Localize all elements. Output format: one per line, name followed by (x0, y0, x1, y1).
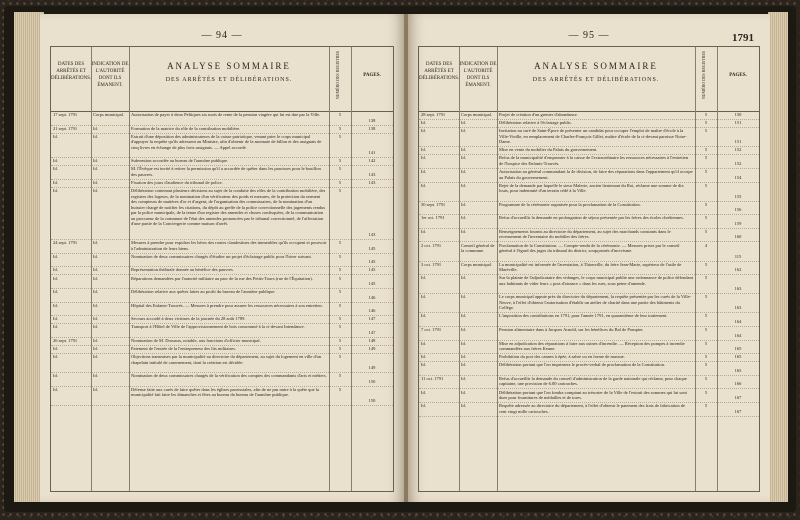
row-analysis: Subvention accordée au bureau de l'aumône publique. (131, 158, 229, 164)
row-page: 163 (734, 305, 742, 311)
row-register-number: 5 (704, 389, 708, 395)
row-register-number: 5 (338, 166, 342, 172)
row-register-number: 5 (338, 125, 342, 131)
row-analysis: La municipalité est informée de l'arrestation, à Thionville, du frère Jean-Marie, supérieur de l'asile de Maréville. (499, 261, 682, 273)
row-authority: Id. (93, 158, 98, 164)
register-row (419, 127, 759, 147)
row-page: 148 (368, 338, 376, 344)
row-analysis: Requête adressée au directoire du département, à l'effet d'obtenir le paiement des frais de fabrication de cent vingt mille cartouches. (499, 403, 685, 414)
row-authority: Id. (93, 324, 98, 330)
row-date: Id. (421, 228, 426, 234)
row-date: Id. (53, 373, 58, 379)
row-authority: Id. (461, 354, 466, 360)
row-analysis: Programme de la cérémonie organisée pour la proclamation de la Constitution. (499, 201, 641, 207)
row-analysis: Projet de création d'un grenier d'abondance. (499, 112, 578, 117)
row-date: Id. (421, 403, 426, 409)
row-analysis: Réparations demandées par l'autorité militaire au parc de la rue des Petits-Tours (rue de l'Équitation). (131, 275, 313, 281)
row-register-number: 5 (704, 155, 708, 161)
row-register-number: 5 (704, 294, 708, 300)
row-authority: Id. (93, 166, 98, 172)
row-date: Id. (53, 316, 58, 322)
register-row (419, 201, 759, 216)
row-authority: Id. (461, 155, 466, 161)
row-date: Id. (421, 182, 426, 188)
row-register-number: 5 (704, 128, 708, 134)
row-register-number: 5 (338, 275, 342, 281)
row-page: 154 (734, 174, 742, 180)
row-register-number: 5 (704, 354, 708, 360)
row-register-number: 5 (704, 112, 708, 117)
row-authority: Corps municipal. (461, 261, 492, 267)
row-date: 28 sept. 1791 (421, 112, 446, 117)
row-date: Id. (421, 147, 426, 153)
register-row (51, 111, 393, 126)
row-register-number: 5 (338, 180, 342, 185)
row-register-number: 5 (338, 158, 342, 164)
row-date: Id. (421, 120, 426, 126)
row-register-number: 5 (704, 375, 708, 381)
row-register-number: 5 (338, 188, 342, 194)
row-page: 155 (734, 193, 742, 199)
row-analysis: Extrait d'une déposition des administrateurs de la caisse patriotique, venant prier le corps municipal d'appuyer la requête qu'ils adressent au Ministre, afin d'obtenir de la monnaie de billon et des assignats de cinq livres en échange de plus forts assignats. — Appel accordé. (131, 133, 322, 150)
row-date: Id. (53, 386, 58, 392)
register-row (419, 375, 759, 390)
left-table-header (51, 47, 393, 112)
row-analysis: M. l'Évêque est invité à retirer la permission qu'il a accordée de quêter dans les paroisses pour le bouillon des pauvres. (131, 166, 321, 177)
row-analysis: Fixation des jours d'audience du tribunal de police. (131, 180, 223, 185)
row-authority: Id. (93, 188, 98, 194)
register-row (51, 302, 393, 317)
row-date: Id. (53, 133, 58, 139)
row-date: Id. (421, 340, 426, 346)
row-analysis: Refus d'accueillir la demande en prolongation de séjour présentée par les frères des écoles chrétiennes. (499, 215, 684, 221)
row-page: 151 (734, 139, 742, 145)
row-authority: Id. (461, 389, 466, 395)
row-date: Id. (53, 253, 58, 259)
register-row (419, 154, 759, 169)
row-analysis: Renseignements fournis au directoire du département, au sujet des marchands constants dans le recensement de l'inventaire du mobilier des frères. (499, 228, 671, 240)
register-row (51, 386, 393, 406)
right-table-header (419, 47, 759, 112)
row-register-number: 5 (338, 324, 342, 330)
row-analysis: Délibération relative à l'éclairage public. (499, 120, 573, 126)
row-analysis: Transport à l'Hôtel de Ville de l'approvisionnement de bois consommé à la ci-devant Intendance. (131, 324, 305, 330)
col-header-authority: INDICATION DE L'AUTORITÉ DONT ILS ÉMANENT. (91, 47, 130, 111)
row-register-number: 5 (338, 302, 342, 308)
row-date: Id. (421, 275, 426, 281)
row-analysis: Défense faite aux curés de faire quêter dans les églises paroissiales, afin de ne pas nuire à la quête que la municipalité fait faire les dimanches et fêtes au bureau du bureau de l'aumône publique. (131, 386, 320, 398)
register-row (51, 165, 393, 180)
row-analysis: Sur la plainte de l'adjudicataire des vidanges, le corps municipal publie une ordonnance de police défendant aux habitants de vider leurs « pots d'aisance » dans les rues, sous peine d'amende. (499, 275, 693, 286)
register-row (51, 253, 393, 268)
row-page: 145 (368, 259, 376, 265)
row-date: Id. (53, 324, 58, 330)
row-authority: Id. (93, 354, 98, 360)
row-date: Id. (421, 169, 426, 174)
row-register-number: 5 (704, 261, 708, 267)
register-row (419, 326, 759, 341)
row-register-number: 5 (704, 275, 708, 281)
row-register-number: 5 (338, 240, 342, 246)
row-analysis: Proclamation de la Constitution. — Compte-rendu de la cérémonie. — Mesures prises par le conseil général à l'égard des juges du tribunal du district, soupçonnés d'incivisme. (499, 242, 680, 253)
row-page: 159 (734, 220, 742, 226)
row-date: Id. (421, 294, 426, 300)
row-authority: Id. (93, 302, 98, 308)
left-table-rows (51, 111, 393, 491)
right-table-rows (419, 111, 759, 491)
row-date: Id. (53, 180, 58, 185)
row-authority: Id. (461, 201, 466, 207)
row-analysis: Nomination de deux commissaires chargés d'étudier un projet d'éclairage public pour l'hiver suivant. (131, 253, 312, 259)
row-date: 26 sept. 1791 (53, 338, 78, 343)
row-page: 152 (734, 160, 742, 166)
row-analysis: Formation de la matrice du rôle de la contribution mobilière. (131, 125, 241, 131)
left-page (40, 14, 404, 502)
register-row (51, 372, 393, 387)
page-year: 1791 (732, 32, 754, 44)
row-date: 3 oct. 1791 (421, 261, 442, 267)
row-authority: Id. (461, 362, 466, 368)
register-row (419, 168, 759, 183)
row-page: 164 (734, 332, 742, 338)
row-analysis: Prohibition du port des cannes à épée, à sabre ou en forme de massue. (499, 354, 625, 360)
row-authority: Id. (93, 240, 98, 246)
row-analysis: Objections transmises par la municipalité au directoire du département, au sujet du logement en ville d'un chapelain intitulé de casernement, dont la création est décidée. (131, 354, 322, 365)
row-register-number: 5 (704, 228, 708, 234)
row-page: 156 (734, 207, 742, 213)
row-page: 141 (368, 150, 376, 156)
row-analysis: Secours accordé à deux victimes de la journée du 28 août 1789. (131, 316, 246, 322)
row-analysis: Refus d'accueillir la demande du conseil d'administration de la garde nationale qui réclame, pour chaque capitaine, une provision de 6.00 cartouches. (499, 375, 687, 387)
row-date: Id. (53, 289, 58, 295)
row-register-number: 5 (338, 133, 342, 139)
row-authority: Id. (461, 327, 466, 332)
row-authority: Id. (93, 373, 98, 379)
row-register-number: 5 (704, 327, 708, 332)
row-date: Id. (53, 275, 58, 281)
left-page-number: — 94 — (201, 30, 243, 41)
row-register-number: 5 (704, 340, 708, 346)
row-authority: Id. (461, 375, 466, 381)
row-authority: Id. (461, 275, 466, 281)
row-register-number: 5 (338, 373, 342, 379)
register-row (51, 187, 393, 240)
row-date: Id. (421, 128, 426, 134)
row-page: 150 (734, 112, 742, 118)
row-analysis: Invitation au curé de Saint-Épvre de présenter un candidat pour occuper l'emploi de maître d'école à la Ville-Vieille, en remplacement de Charles-François Gillet, maître d'école de la ci-devant paroisse Notre-Dame. (499, 128, 687, 145)
col-header-analysis: ANALYSE SOMMAIRE DES ARRÊTÉS ET DÉLIBÉRATIONS. (497, 47, 696, 111)
row-authority: Id. (461, 403, 466, 409)
row-page: 143 (368, 171, 376, 177)
right-page (408, 14, 770, 502)
row-register-number: 5 (704, 147, 708, 153)
right-register-table (418, 46, 760, 492)
row-register-number: 5 (704, 169, 708, 174)
row-page: 142 (368, 158, 376, 164)
row-authority: Id. (93, 275, 98, 281)
row-authority: Id. (461, 340, 466, 346)
col-header-register-number: NUMÉRO DES REGISTRES (329, 47, 352, 111)
row-analysis: Délibération portant que l'on fondra comptant au trésorier de la Ville de l'extrait des sommes qui lui sont dues pour fournitures de médailles et de tores. (499, 389, 687, 400)
register-row (419, 402, 759, 417)
row-page: 162 (734, 267, 742, 273)
row-page: 138 (368, 125, 376, 131)
right-page-number: — 95 — (568, 30, 610, 41)
row-date: 1er oct. 1791 (421, 215, 445, 221)
row-analysis: Délibération portant que l'on imprimera le procès-verbal de proclamation de la Constitution. (499, 362, 666, 368)
register-row (419, 182, 759, 202)
row-analysis: Autorisation au général commandant la 4e division, de faire des réparations dans l'appartement qu'il occupe au Palais du gouvernement. (499, 169, 693, 180)
row-page: 145 (368, 267, 376, 273)
register-row (51, 239, 393, 254)
col-header-pages: PAGES. (363, 73, 381, 78)
row-register-number: 5 (338, 354, 342, 360)
row-analysis: L'imposition des contributions en 1791, pour l'année 1791, en quarantième de leur traitement. (499, 313, 668, 319)
row-register-number: 5 (338, 316, 342, 322)
row-page: 149 (368, 346, 376, 352)
row-register-number: 5 (338, 267, 342, 273)
row-authority: Id. (461, 313, 466, 319)
register-row (419, 340, 759, 355)
row-register-number: 5 (338, 289, 342, 295)
row-analysis: Pension alimentaire dans à Jacques Arnold, sur les bénéfices du Bal de Pompier. (499, 327, 644, 332)
row-page: 145 (368, 281, 376, 287)
register-row (419, 274, 759, 294)
row-analysis: Mise en vente du mobilier du Palais du gouvernement. (499, 147, 598, 153)
row-authority: Id. (461, 228, 466, 234)
row-page: 165 (734, 367, 742, 373)
row-analysis: Représentation théâtrale donnée au bénéfice des pauvres. (131, 267, 234, 273)
row-date: Id. (53, 188, 58, 194)
register-row (419, 228, 759, 243)
row-page: 151 (734, 120, 742, 126)
row-date: Id. (421, 313, 426, 319)
row-date: 17 sept. 1791 (53, 112, 78, 117)
row-register-number: 5 (704, 201, 708, 207)
row-page: 166 (734, 381, 742, 387)
row-page: 143 (368, 232, 376, 238)
row-date: Id. (53, 354, 58, 360)
row-register-number: 5 (338, 253, 342, 259)
row-date: 2 oct. 1791 (421, 242, 442, 248)
row-authority: Id. (461, 215, 466, 221)
row-page: 149 (368, 365, 376, 371)
row-authority: Id. (461, 169, 466, 174)
row-page: 138 (368, 117, 376, 123)
row-analysis: Refus de la municipalité d'emprunter à la caisse de l'extraordinaire les ressources nécessaires à l'entretien de l'hospice des Enfants-Trouvés. (499, 155, 689, 166)
register-row (51, 323, 393, 338)
row-page: 160 (734, 234, 742, 240)
row-analysis: Délibération relative aux quêtes faites au profit du bureau de l'aumône publique. (131, 289, 276, 295)
row-register-number: 5 (338, 386, 342, 392)
row-analysis: Délibération contenant plusieurs décisions au sujet de la conduite des rôles de la contribution mobilière, des registres des logeurs, de la nomination d'un vérificateur des poids et mesures, de la protection du serment des compteurs de matières d'or et d'argent, de l'organisation des commissaires, de la nomination d'un huissier chargé de notifier les citations, du dépôt au greffe de la police correctionnelle des jugements rendus par la police municipale, de la tenue d'un registre des amendes et choses confisquées, de la communication au procureur de la commune de l'état des amendes prononcées par le tribunal correctionnel, de l'affectation d'une partie de la Conciergerie comme maison d'arrêt. (131, 188, 326, 227)
row-authority: Id. (93, 338, 98, 343)
row-page: 150 (368, 378, 376, 384)
row-authority: Id. (461, 120, 466, 126)
left-register-table (50, 46, 394, 492)
row-register-number: 4 (704, 242, 708, 248)
register-row (419, 312, 759, 327)
row-authority: Id. (93, 125, 98, 131)
row-authority: Id. (93, 253, 98, 259)
row-register-number: 5 (704, 403, 708, 409)
col-header-analysis: ANALYSE SOMMAIRE DES ARRÊTÉS ET DÉLIBÉRATIONS. (129, 47, 330, 111)
row-analysis: Autorisation de payer à deux Peltiques six mois de rente de la pension viagère qui lui est due par la Ville. (131, 112, 321, 117)
row-analysis: Nomination de M. Drouaux, notable, aux fonctions d'officier municipal. (131, 338, 261, 343)
register-row (51, 275, 393, 290)
row-page: 150 (368, 397, 376, 403)
col-header-authority: INDICATION DE L'AUTORITÉ DONT ILS ÉMANENT. (459, 47, 498, 111)
row-date: Id. (53, 166, 58, 172)
row-page: 146 (368, 294, 376, 300)
row-register-number: 5 (704, 215, 708, 221)
row-register-number: 5 (704, 362, 708, 368)
row-page: 147 (368, 316, 376, 322)
row-authority: Id. (93, 133, 98, 139)
row-date: 30 sept. 1791 (421, 201, 446, 207)
row-authority: Id. (461, 182, 466, 188)
page-edges-right (768, 12, 788, 502)
register-row (419, 214, 759, 229)
row-date: Id. (53, 302, 58, 308)
row-analysis: Le corps municipal appuie près du directoire du département, la requête présentée par les curés de la Ville-Neuve, à l'effet d'obtenir l'autorisation d'établir un atelier de charité dans une partie des bâtiments du Collège. (499, 294, 692, 311)
col-header-register-number: NUMÉRO DES REGISTRES (695, 47, 718, 111)
row-authority: Id. (93, 346, 98, 352)
row-analysis: Nomination de deux commissaires chargés de la vérification des comptes des commandants d'arts et métiers. (131, 373, 327, 379)
register-row (51, 133, 393, 159)
row-page: 146 (368, 308, 376, 314)
row-analysis: Hôpital des Enfants-Trouvés. — Mesures à prendre pour assurer les ressources nécessaires à son entretien. (131, 302, 323, 308)
row-page: 115 (734, 253, 742, 259)
col-header-dates: DATES DES ARRÊTÉS ET DÉLIBÉRATIONS. (51, 47, 92, 111)
row-page: 167 (734, 395, 742, 401)
row-analysis: Rejet de la demande par laquelle le sieur Malerie, ancien lieutenant du Roi, réclame une somme de dix louis, pour indemnité d'un terrain cédé à la Ville. (499, 182, 684, 194)
row-authority: Id. (93, 386, 98, 392)
row-date: Id. (53, 267, 58, 273)
row-analysis: Mesures à prendre pour expulser les héros des routes clandestines des immeubles qu'ils occupent et pourvoir à l'administration de leurs biens. (131, 240, 327, 251)
register-row (419, 293, 759, 313)
row-register-number: 5 (338, 338, 342, 343)
row-authority: Id. (93, 267, 98, 273)
row-page: 165 (734, 346, 742, 352)
row-date: Id. (53, 346, 58, 352)
row-page: 164 (734, 318, 742, 324)
row-page: 163 (734, 286, 742, 292)
register-row (419, 361, 759, 376)
row-date: Id. (421, 354, 426, 360)
register-row (419, 242, 759, 262)
row-page: 145 (368, 245, 376, 251)
row-date: Id. (421, 389, 426, 395)
row-register-number: 5 (704, 313, 708, 319)
row-page: 143 (368, 180, 376, 186)
register-row (51, 288, 393, 303)
row-authority: Corps municipal. (461, 112, 492, 117)
row-page: 167 (734, 408, 742, 414)
row-date: Id. (421, 362, 426, 368)
col-header-pages: PAGES. (729, 73, 747, 78)
row-register-number: 5 (338, 112, 342, 117)
row-date: 7 oct. 1791 (421, 327, 442, 332)
row-page: 165 (734, 354, 742, 360)
row-page: 147 (368, 329, 376, 335)
row-date: 21 sept. 1791 (53, 125, 78, 131)
register-row (51, 353, 393, 373)
row-date: 11 oct. 1791 (421, 375, 444, 381)
row-authority: Id. (93, 289, 98, 295)
row-authority: Corps municipal. (93, 112, 124, 117)
row-authority: Id. (93, 316, 98, 322)
row-date: Id. (421, 155, 426, 161)
row-authority: Id. (93, 180, 98, 185)
row-analysis: Paiement de l'entrée de la l'entrepreneur des lits militaires. (131, 346, 236, 352)
row-authority: Id. (461, 147, 466, 153)
register-row (419, 261, 759, 276)
col-header-dates: DATES DES ARRÊTÉS ET DÉLIBÉRATIONS. (419, 47, 460, 111)
register-row (419, 389, 759, 404)
row-register-number: 5 (338, 346, 342, 352)
row-register-number: 5 (704, 182, 708, 188)
row-authority: Conseil général de la commune. (461, 242, 495, 253)
row-date: Id. (53, 158, 58, 164)
row-authority: Id. (461, 128, 466, 134)
row-date: 24 sept. 1791 (53, 240, 78, 246)
row-authority: Id. (461, 294, 466, 300)
row-register-number: 5 (704, 120, 708, 126)
row-analysis: Mise en adjudication des réparations à faire aux usines d'incendie. — Réception des pompes à incendie commandées aux frères Keune. (499, 340, 685, 352)
row-page: 152 (734, 147, 742, 153)
